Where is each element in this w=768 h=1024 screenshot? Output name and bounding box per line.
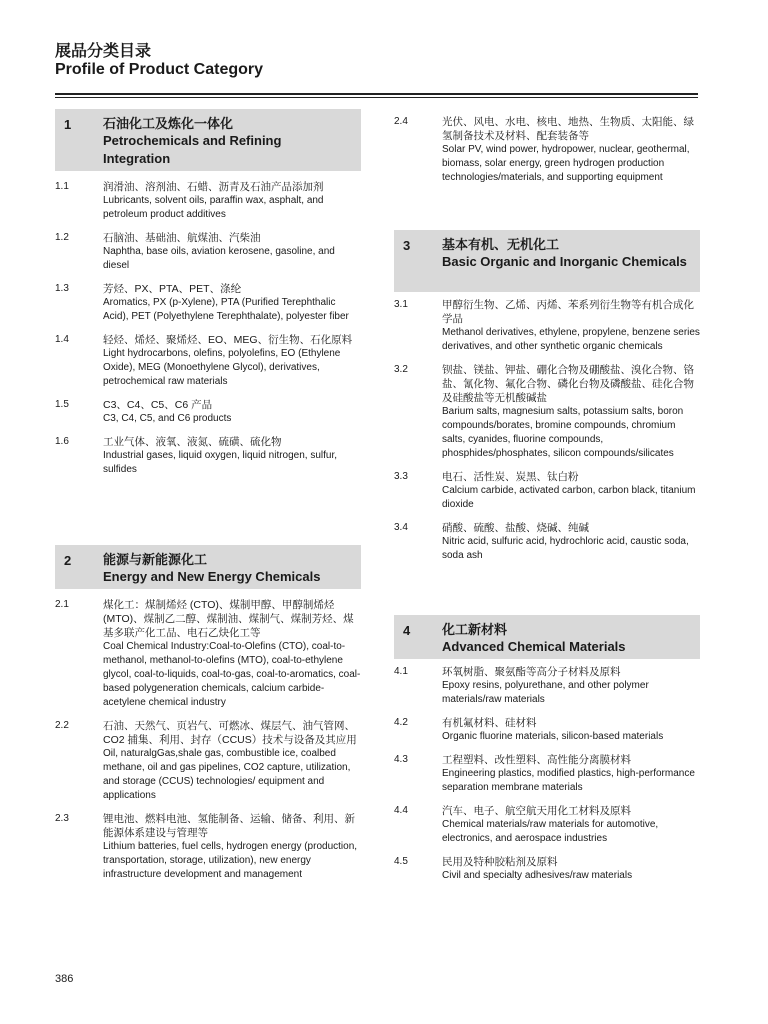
item-number: 2.4 [394, 116, 408, 127]
category-item [55, 180, 361, 222]
item-english-text: Oil, naturalgGas,shale gas, combustible ice, coalbed methane, oil and gas pipelines, CO2 capture, utilization, and storage (CCUS) technologies/ equipment and applications [103, 748, 351, 801]
page-number: 386 [55, 973, 74, 985]
category-item [394, 804, 700, 846]
category-item [394, 298, 700, 354]
category-number: 1 [64, 117, 72, 132]
item-number: 4.2 [394, 717, 408, 728]
item-chinese-text: 钡盐、镁盐、钾盐、硼化合物及硼酸盐、溴化合物、铬盐、氰化物、氟化合物、磷化台物及磷酸盐、硅化合物及硅酸盐等无机酸碱盐 [442, 364, 694, 404]
category-item [55, 333, 361, 389]
item-chinese-text: 煤化工：煤制烯烃 (CTO)、煤制甲醇、甲醇制烯烃 (MTO)、煤制乙二醇、煤制油、煤制气、煤制芳烃、煤基多联产化工品、电石乙炔化工等 [103, 599, 354, 639]
item-chinese-text: 甲醇衍生物、乙烯、丙烯、苯系列衍生物等有机合成化学品 [442, 299, 694, 325]
category-title-chinese: 化工新材料 [442, 622, 508, 637]
category-item [55, 398, 361, 426]
category-continuation [394, 115, 700, 194]
category-header-1 [55, 109, 361, 171]
category-header-4 [394, 615, 700, 659]
category-title-chinese: 基本有机、无机化工 [442, 237, 560, 252]
item-chinese-text: 轻烃、烯烃、聚烯烃、EO、MEG、衍生物、石化原料 [103, 334, 353, 346]
category-item [394, 753, 700, 795]
category-item [394, 716, 700, 744]
item-english-text: Industrial gases, liquid oxygen, liquid nitrogen, sulfur, sulfides [103, 450, 338, 475]
category-title-english: Basic Organic and Inorganic Chemicals [442, 254, 687, 269]
category-title-english: Petrochemicals and Refining Integration [103, 133, 282, 166]
item-english-text: Epoxy resins, polyurethane, and other polymer materials/raw materials [442, 680, 649, 705]
title-rule-thin [55, 97, 698, 98]
item-english-text: Organic fluorine materials, silicon-based materials [442, 731, 664, 742]
category-number: 3 [403, 238, 411, 253]
category-section-2 [55, 545, 361, 891]
item-english-text: Solar PV, wind power, hydropower, nuclear, geothermal, biomass, solar energy, green hydrogen production technologies/materials, and supporting equipment [442, 144, 690, 183]
item-chinese-text: 硝酸、硫酸、盐酸、烧碱、纯碱 [442, 522, 589, 534]
category-item [55, 435, 361, 477]
item-english-text: Barium salts, magnesium salts, potassium salts, boron compounds/borates, bromine compounds, chromium salts, cyanides, fluorine compounds, phosphides/phosphates, silicon compounds/silicates [442, 406, 684, 459]
item-chinese-text: 工业气体、液氧、液氮、硫磺、硫化物 [103, 436, 282, 448]
category-item [55, 598, 361, 710]
item-number: 4.4 [394, 805, 408, 816]
item-number: 4.5 [394, 856, 408, 867]
category-header-3 [394, 230, 700, 292]
category-item [55, 812, 361, 882]
item-english-text: Chemical materials/raw materials for automotive, electronics, and aerospace industries [442, 819, 659, 844]
item-chinese-text: 光伏、风电、水电、核电、地热、生物质、太阳能、绿氢制备技术及材料、配套装备等 [442, 116, 694, 142]
item-number: 4.1 [394, 666, 408, 677]
item-number: 1.4 [55, 334, 69, 345]
item-number: 1.2 [55, 232, 69, 243]
category-number: 4 [403, 623, 411, 638]
item-chinese-text: 工程塑料、改性塑料、高性能分离膜材料 [442, 754, 631, 766]
category-item [394, 521, 700, 563]
item-english-text: Lubricants, solvent oils, paraffin wax, asphalt, and petroleum product additives [103, 195, 324, 220]
item-english-text: Methanol derivatives, ethylene, propylene, benzene series derivatives, and other synthetic organic chemicals [442, 327, 700, 352]
item-number: 1.1 [55, 181, 69, 192]
item-number: 3.1 [394, 299, 408, 310]
category-section-4 [394, 615, 700, 892]
item-english-text: Calcium carbide, activated carbon, carbon black, titanium dioxide [442, 485, 696, 510]
item-chinese-text: 石脑油、基础油、航煤油、汽柴油 [103, 232, 261, 244]
item-number: 2.3 [55, 813, 69, 824]
item-english-text: Aromatics, PX (p-Xylene), PTA (Purified Terephthalic Acid), PET (Polyethylene Terephthalate), polyester fiber [103, 297, 349, 322]
item-chinese-text: 电石、活性炭、炭黑、钛白粉 [442, 471, 579, 483]
category-item [394, 363, 700, 461]
item-chinese-text: 环氧树脂、聚氨酯等高分子材料及原料 [442, 666, 621, 678]
category-item [394, 115, 700, 185]
item-number: 1.3 [55, 283, 69, 294]
item-english-text: Civil and specialty adhesives/raw materials [442, 870, 633, 881]
category-title-chinese: 石油化工及炼化一体化 [103, 116, 234, 131]
item-number: 3.2 [394, 364, 408, 375]
item-english-text: Nitric acid, sulfuric acid, hydrochloric acid, caustic soda, soda ash [442, 536, 689, 561]
category-item [394, 470, 700, 512]
category-title-chinese: 能源与新能源化工 [103, 552, 208, 567]
category-item [394, 665, 700, 707]
item-number: 2.2 [55, 720, 69, 731]
category-section-1 [55, 109, 361, 486]
page-title-english: Profile of Product Category [55, 61, 264, 78]
category-header-2 [55, 545, 361, 589]
item-english-text: Engineering plastics, modified plastics, high-performance separation membrane materials [442, 768, 695, 793]
category-item [394, 855, 700, 883]
item-chinese-text: 石油、天然气、页岩气、可燃冰、煤层气、油气管网、CO2 捕集、利用、封存（CCUS）技术与设备及其应用 [103, 720, 357, 746]
category-title-english: Advanced Chemical Materials [442, 639, 626, 654]
item-chinese-text: 芳烃、PX、PTA、PET、涤纶 [103, 283, 242, 295]
category-item [55, 282, 361, 324]
page-title-chinese: 展品分类目录 [55, 43, 152, 60]
item-chinese-text: C3、C4、C5、C6 产品 [103, 399, 213, 411]
category-title-english: Energy and New Energy Chemicals [103, 569, 321, 584]
item-number: 2.1 [55, 599, 69, 610]
item-english-text: C3, C4, C5, and C6 products [103, 413, 232, 424]
item-english-text: Lithium batteries, fuel cells, hydrogen energy (production, transportation, storage, utilization), new energy infrastructure development and management [103, 841, 358, 880]
item-chinese-text: 汽车、电子、航空航天用化工材料及原料 [442, 805, 631, 817]
item-english-text: Coal Chemical Industry:Coal-to-Olefins (CTO), coal-to-methanol, methanol-to-olefins (MTO), coal-to-ethylene glycol, coal-to-liquids, coal-to-gas, coal-to-aromatics, coal-based polygeneration chemicals, calcium carbide-acetylene chemical industry [103, 641, 361, 708]
category-section-3 [394, 230, 700, 572]
category-number: 2 [64, 553, 72, 568]
item-english-text: Naphtha, base oils, aviation kerosene, gasoline, and diesel [103, 246, 335, 271]
category-item [55, 719, 361, 803]
category-item [55, 231, 361, 273]
item-number: 4.3 [394, 754, 408, 765]
item-chinese-text: 有机氟材料、硅材料 [442, 717, 537, 729]
item-chinese-text: 民用及特种胶粘剂及原料 [442, 856, 558, 868]
item-number: 3.3 [394, 471, 408, 482]
item-number: 1.5 [55, 399, 69, 410]
item-english-text: Light hydrocarbons, olefins, polyolefins, EO (Ethylene Oxide), MEG (Monoethylene Glycol), derivatives, petrochemical raw materials [103, 348, 341, 387]
item-chinese-text: 润滑油、溶剂油、石蜡、沥青及石油产品添加剂 [103, 181, 324, 193]
item-number: 1.6 [55, 436, 69, 447]
item-chinese-text: 锂电池、燃料电池、氢能制备、运输、储备、利用、新能源体系建设与管理等 [103, 813, 355, 839]
item-number: 3.4 [394, 522, 408, 533]
title-rule-thick [55, 93, 698, 95]
